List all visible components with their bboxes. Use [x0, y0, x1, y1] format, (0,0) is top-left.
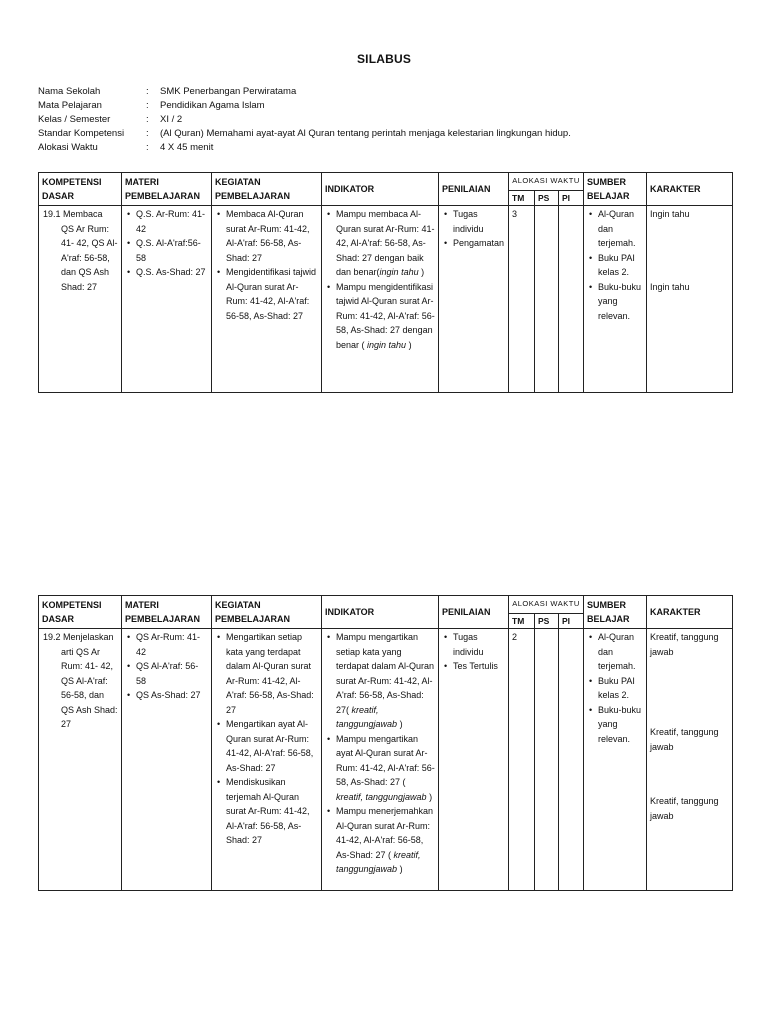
list-item: • Mengartikan setiap kata yang terdapat dalam Al-Quran surat Ar-Rum: 41-42, Al-A'raf: 56-58, As-Shad: 27: [226, 630, 318, 717]
indikator-character: ingin tahu: [364, 339, 407, 350]
list-item: • Al-Quran dan terjemah.: [598, 630, 643, 674]
table-header-row: [39, 596, 733, 614]
info-colon: :: [146, 100, 149, 111]
indikator-text: Mampu mengidentifikasi tajwid Al-Quran surat Ar-Rum: 41-42, Al-A'raf: 56-58, As-Shad: 27 dengan benar (: [336, 281, 435, 350]
header-ps: PS: [535, 190, 559, 206]
karakter-item: Kreatif, tanggung jawab: [650, 727, 719, 752]
indikator-close: ): [397, 719, 403, 729]
header-penilaian: PENILAIAN: [439, 596, 509, 629]
cell-tm: 2: [509, 629, 535, 891]
list-item: • Mengartikan ayat Al-Quran surat Ar-Rum: 41-42, Al-A'raf: 56-58, As-Shad: 27: [226, 717, 318, 775]
info-row-school: [38, 85, 571, 99]
indikator-text: Mampu mengartikan ayat Al-Quran surat Ar-Rum: 41-42, Al-A'raf: 56-58, As-Shad: 27 (: [336, 733, 435, 787]
indikator-close: ): [418, 267, 425, 277]
list-item: • Mengidentifikasi tajwid Al-Quran surat Ar-Rum: 41-42, Al-A'raf: 56-58, As-Shad: 27: [226, 265, 318, 323]
cell-materi: [122, 629, 212, 891]
list-item: • QS Al-A'raf: 56-58: [136, 659, 208, 688]
info-colon: :: [146, 142, 149, 153]
indikator-text: Mampu menerjemahkan Al-Quran surat Ar-Rum: 41-42, Al-A'raf: 56-58, As-Shad: 27 (: [336, 806, 434, 860]
cell-kd: 19.1 Membaca QS Ar Rum: 41- 42, QS Al-A'raf: 56-58, dan QS Ash Shad: 27: [39, 206, 122, 393]
cell-sumber: [584, 629, 647, 891]
list-item: • Buku-buku yang relevan.: [598, 703, 643, 747]
syllabus-table-1: [38, 172, 733, 393]
list-item: • Membaca Al-Quran surat Ar-Rum: 41-42, Al-A'raf: 56-58, As-Shad: 27: [226, 207, 318, 265]
header-karakter: KARAKTER: [647, 173, 733, 206]
header-sumber: SUMBER BELAJAR: [584, 596, 647, 629]
cell-karakter: [647, 629, 733, 891]
info-row-time: [38, 141, 571, 155]
cell-kegiatan: [212, 629, 322, 891]
indikator-character: ingin tahu: [379, 267, 419, 277]
karakter-item: Kreatif, tanggung jawab: [650, 796, 719, 821]
info-colon: :: [146, 128, 149, 139]
info-label: Alokasi Waktu: [38, 142, 98, 153]
info-value: (Al Quran) Memahami ayat-ayat Al Quran tentang perintah menjaga kelestarian lingkungan hidup.: [160, 128, 571, 139]
list-item: • Al-Quran dan terjemah.: [598, 207, 643, 251]
list-item: • Tugas individu: [453, 630, 505, 659]
syllabus-table-2: [38, 595, 733, 891]
cell-materi: [122, 206, 212, 393]
list-item: • QS As-Shad: 27: [136, 688, 208, 703]
cell-tm: 3: [509, 206, 535, 393]
header-materi: MATERI PEMBELAJARAN: [122, 596, 212, 629]
header-sumber: SUMBER BELAJAR: [584, 173, 647, 206]
cell-penilaian: [439, 206, 509, 393]
info-row-subject: [38, 99, 571, 113]
cell-karakter: [647, 206, 733, 393]
list-item: [336, 207, 435, 280]
cell-indikator: [322, 206, 439, 393]
list-item: • Mendiskusikan terjemah Al-Quran surat Ar-Rum: 41-42, Al-A'raf: 56-58, As-Shad: 27: [226, 775, 318, 848]
indikator-close: ): [406, 339, 412, 350]
table-header-row: [39, 173, 733, 191]
list-item: • Tes Tertulis: [453, 659, 505, 674]
indikator-character: kreatif, tanggungjawab: [336, 704, 398, 729]
page-title: SILABUS: [356, 52, 412, 66]
karakter-item: Ingin tahu: [650, 281, 690, 292]
indikator-close: ): [426, 791, 433, 802]
list-item: • Q.S. As-Shad: 27: [136, 265, 208, 280]
cell-ps: [535, 629, 559, 891]
info-value: XI / 2: [160, 114, 183, 125]
list-item: [336, 804, 435, 877]
info-row-class: [38, 113, 571, 127]
header-tm: TM: [509, 613, 535, 629]
indikator-text: Mampu membaca Al-Quran surat Ar-Rum: 41-42, Al-A'raf: 56-58, As-Shad: 27 dengan baik dan benar(: [336, 209, 435, 277]
karakter-item: Kreatif, tanggung jawab: [650, 632, 719, 657]
header-kd: KOMPETENSI DASAR: [39, 173, 122, 206]
list-item: [336, 630, 435, 732]
info-value: Pendidikan Agama Islam: [160, 100, 265, 111]
info-colon: :: [146, 86, 149, 97]
header-pi: PI: [559, 613, 584, 629]
list-item: • Buku PAI kelas 2.: [598, 674, 643, 703]
info-colon: :: [146, 114, 149, 125]
cell-indikator: [322, 629, 439, 891]
info-label: Mata Pelajaran: [38, 100, 102, 111]
list-item: • Tugas individu: [453, 207, 505, 236]
cell-pi: [559, 206, 584, 393]
cell-pi: [559, 629, 584, 891]
cell-penilaian: [439, 629, 509, 891]
header-alokasi: ALOKASI WAKTU: [509, 596, 584, 614]
syllabus-info: [38, 85, 571, 155]
header-indikator: INDIKATOR: [322, 596, 439, 629]
cell-sumber: [584, 206, 647, 393]
info-label: Nama Sekolah: [38, 86, 101, 97]
info-label: Kelas / Semester: [38, 114, 111, 125]
header-tm: TM: [509, 190, 535, 206]
list-item: • Q.S. Al-A'raf:56-58: [136, 236, 208, 265]
indikator-text: Mampu mengartikan setiap kata yang terdapat dalam Al-Quran surat Ar-Rum: 41-42, Al-A'raf: 56-58, As-Shad: 27(: [336, 632, 435, 715]
indikator-character: kreatif, tanggungjawab: [336, 791, 427, 802]
cell-ps: [535, 206, 559, 393]
header-materi: MATERI PEMBELAJARAN: [122, 173, 212, 206]
info-value: 4 X 45 menit: [160, 142, 214, 153]
karakter-item: Ingin tahu: [650, 209, 690, 219]
info-row-competency: [38, 127, 571, 141]
header-kegiatan: KEGIATAN PEMBELAJARAN: [212, 173, 322, 206]
header-penilaian: PENILAIAN: [439, 173, 509, 206]
table-row: [39, 629, 733, 891]
indikator-close: ): [397, 864, 403, 874]
header-karakter: KARAKTER: [647, 596, 733, 629]
list-item: • Pengamatan: [453, 236, 505, 251]
table-row: [39, 206, 733, 393]
header-alokasi: ALOKASI WAKTU: [509, 173, 584, 191]
list-item: • Q.S. Ar-Rum: 41-42: [136, 207, 208, 236]
cell-kegiatan: [212, 206, 322, 393]
list-item: [336, 280, 435, 353]
header-indikator: INDIKATOR: [322, 173, 439, 206]
list-item: • Buku-buku yang relevan.: [598, 280, 643, 324]
list-item: [336, 732, 435, 805]
list-item: • Buku PAI kelas 2.: [598, 251, 643, 280]
info-value: SMK Penerbangan Perwiratama: [160, 86, 297, 97]
header-kd: KOMPETENSI DASAR: [39, 596, 122, 629]
list-item: • QS Ar-Rum: 41-42: [136, 630, 208, 659]
header-kegiatan: KEGIATAN PEMBELAJARAN: [212, 596, 322, 629]
info-label: Standar Kompetensi: [38, 128, 125, 139]
header-pi: PI: [559, 190, 584, 206]
header-ps: PS: [535, 613, 559, 629]
indikator-character: kreatif, tanggungjawab: [336, 849, 421, 874]
cell-kd: 19.2 Menjelaskan arti QS Ar Rum: 41- 42, QS Al-A'raf: 56-58, dan QS Ash Shad: 27: [39, 629, 122, 891]
